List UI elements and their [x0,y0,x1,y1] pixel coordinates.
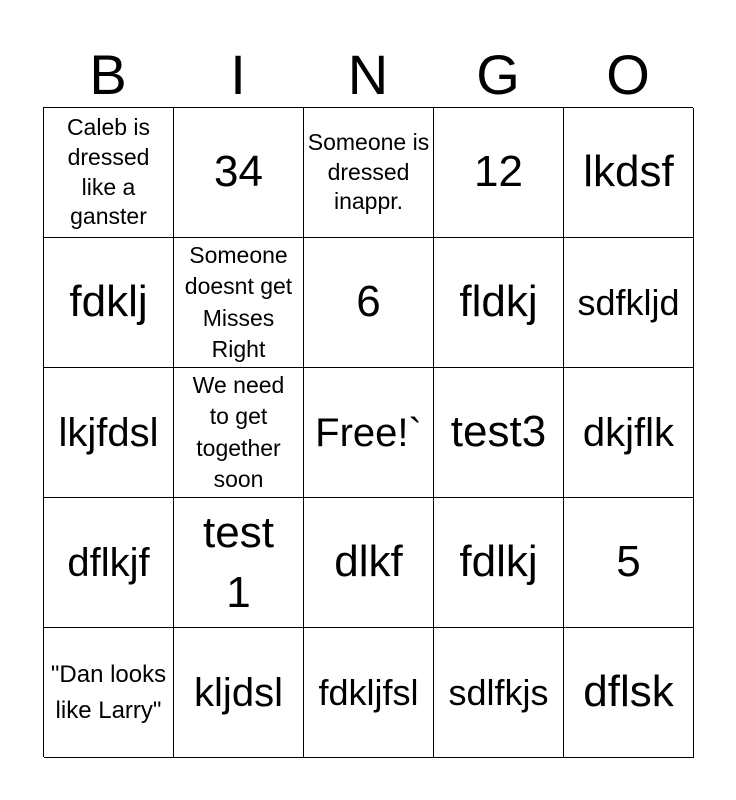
bingo-cell[interactable]: sdfkljd [564,238,694,368]
header-letter-b: B [89,43,127,106]
header-letter-n: N [347,43,389,106]
bingo-cell[interactable]: lkdsf [564,108,694,238]
bingo-cell[interactable]: Free!` [304,368,434,498]
bingo-cell[interactable]: dflkjf [44,498,174,628]
bingo-cell[interactable]: test3 [434,368,564,498]
bingo-cell[interactable]: Someone is dressed inappr. [304,108,434,238]
bingo-cell[interactable]: 6 [304,238,434,368]
bingo-cell[interactable]: dflsk [564,628,694,758]
bingo-cell[interactable]: sdlfkjs [434,628,564,758]
bingo-cell[interactable]: 12 [434,108,564,238]
bingo-cell[interactable]: fdlkj [434,498,564,628]
bingo-cell[interactable]: kljdsl [174,628,304,758]
bingo-cell[interactable]: fdkljfsl [304,628,434,758]
bingo-cell[interactable]: lkjfdsl [44,368,174,498]
bingo-cell[interactable]: dkjflk [564,368,694,498]
bingo-cell[interactable]: Caleb is dressed like a ganster [44,108,174,238]
bingo-cell[interactable]: fldkj [434,238,564,368]
bingo-cell[interactable]: 5 [564,498,694,628]
bingo-cell[interactable]: 34 [174,108,304,238]
bingo-header [43,44,693,106]
header-letter-g: G [476,43,520,106]
bingo-cell[interactable]: We need to get together soon [174,368,304,498]
bingo-cell[interactable]: Someone doesnt get Misses Right [174,238,304,368]
header-letter-o: O [606,43,650,106]
bingo-cell[interactable]: dlkf [304,498,434,628]
bingo-cell[interactable]: "Dan looks like Larry" [44,628,174,758]
header-letter-i: I [230,43,246,106]
bingo-cell[interactable]: fdklj [44,238,174,368]
bingo-board [43,107,693,757]
bingo-cell[interactable]: test 1 [174,498,304,628]
